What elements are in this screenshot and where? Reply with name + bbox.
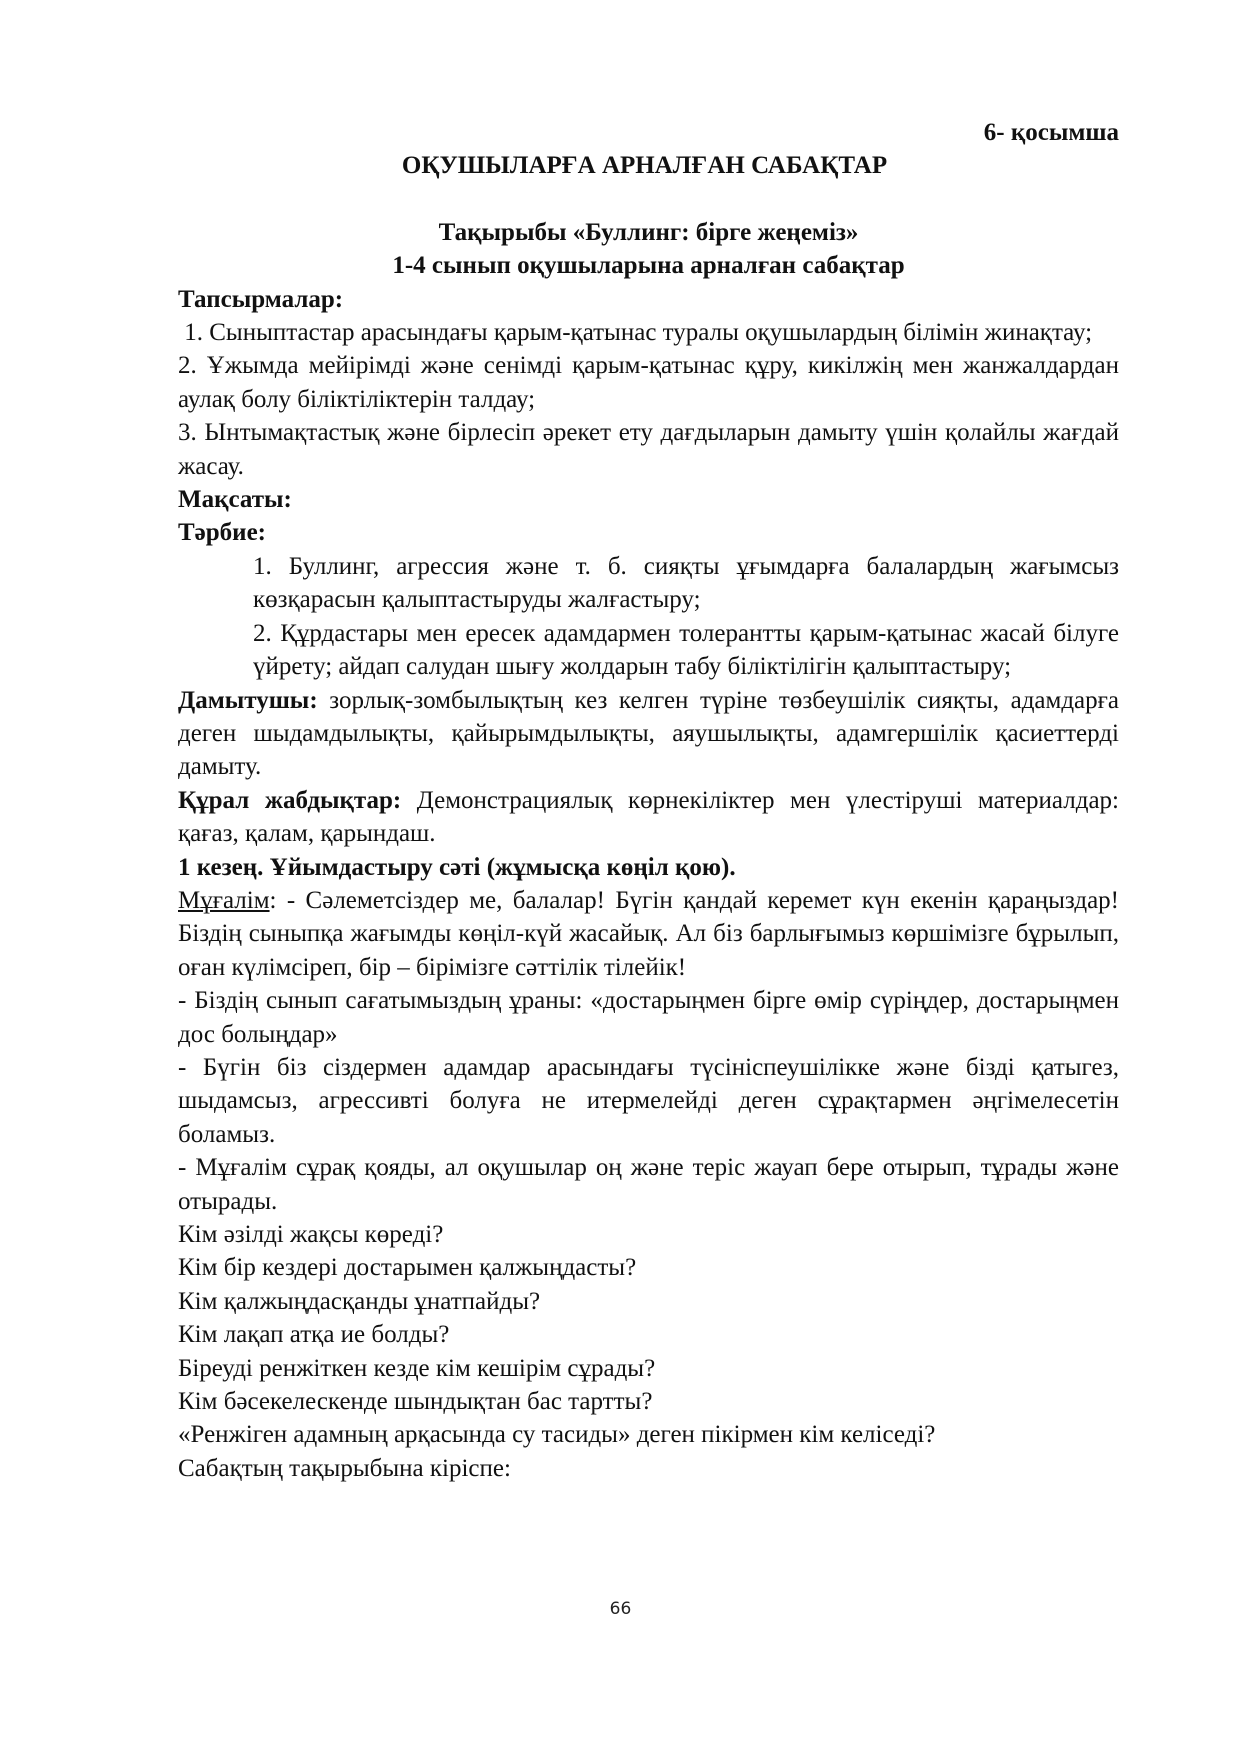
question-2: Кім бір кездері достарымен қалжыңдасты? — [178, 1254, 637, 1282]
question-1: Кім әзілді жақсы көреді? — [178, 1221, 444, 1248]
tasks-heading: Тапсырмалар: — [178, 285, 344, 313]
goals-heading: Мақсаты: — [178, 486, 292, 514]
question-3: Кім қалжыңдасқанды ұнатпайды? — [178, 1287, 541, 1315]
question-4: Кім лақап атқа ие болды? — [178, 1321, 450, 1349]
upbringing-list — [178, 550, 1119, 684]
task-item-1: 1. Сыныптастар арасындағы қарым-қатынас туралы оқушылардың білімін жинақтау; — [178, 319, 1093, 347]
grade-line: 1-4 сынып оқушыларына арналған сабақтар — [392, 252, 905, 280]
developing-paragraph — [178, 684, 1119, 784]
question-7: «Ренжіген адамның арқасында су тасиды» деген пікірмен кім келіседі? — [178, 1421, 936, 1449]
activity-paragraph: - Мұғалім сұрақ қояды, ал оқушылар оң және теріс жауап бере отырып, тұрады және отырады. — [178, 1154, 1119, 1215]
upbringing-item-2: 2. Құрдастары мен ересек адамдармен толерантты қарым-қатынас жасай білуге үйрету; айдап салудан шығу жолдарын табу біліктілігін қалыптастыру; — [253, 619, 1119, 681]
main-title: ОҚУШЫЛАРҒА АРНАЛҒАН САБАҚТАР — [401, 152, 888, 180]
upbringing-heading: Тәрбие: — [178, 519, 267, 547]
teacher-paragraph — [178, 884, 1119, 984]
developing-label: Дамытушы: — [178, 686, 318, 714]
discussion-paragraph: - Бүгін біз сіздермен адамдар арасындағы түсініспеушілікке және бізді қатыгез, шыдамсыз, агрессивті болуға не итермелейді деген сұрақтармен әңгімелесетін боламыз. — [178, 1053, 1119, 1148]
teacher-label: Мұғалім — [178, 886, 270, 914]
developing-text: зорлық-зомбылықтың кез келген түріне төзбеушілік сияқты, адамдарға деген шыдамдылықты, қайырымдылықты, аяушылықты, адамгершілік қасиеттерді дамыту. — [178, 686, 1119, 781]
equipment-label: Құрал жабдықтар: — [178, 786, 402, 814]
motto-paragraph: - Біздің сынып сағатымыздың ұраны: «достарыңмен бірге өмір сүріңдер, достарыңмен дос болыңдар» — [178, 987, 1119, 1048]
upbringing-item-1: 1. Буллинг, агрессия және т. б. сияқты ұғымдарға балалардың жағымсыз көзқарасын қалыптастыруды жалғастыру; — [253, 552, 1119, 614]
task-item-2: 2. Ұжымда мейірімді және сенімді қарым-қатынас құру, кикілжің мен жанжалдардан аулақ болу біліктіліктерін талдау; — [178, 352, 1119, 413]
task-item-3: 3. Ынтымақтастық және бірлесіп әрекет ету дағдыларын дамыту үшін қолайлы жағдай жасау. — [178, 419, 1119, 480]
lesson-intro-line: Сабақтың тақырыбына кіріспе: — [178, 1454, 511, 1482]
question-6: Кім бәсекелескенде шындықтан бас тартты? — [178, 1388, 653, 1416]
topic-line: Тақырыбы «Буллинг: бірге жеңеміз» — [438, 218, 859, 246]
equipment-paragraph — [178, 784, 1119, 851]
equipment-text: Демонстрациялық көрнекіліктер мен үлестіруші материалдар: қағаз, қалам, қарындаш. — [178, 786, 1119, 848]
annex-label: 6- қосымша — [983, 119, 1119, 146]
page-number: 66 — [609, 1599, 632, 1619]
question-5: Біреуді ренжіткен кезде кім кешірім сұрады? — [178, 1354, 656, 1382]
blank-line — [178, 183, 1119, 216]
stage-heading: 1 кезең. Ұйымдастыру сәті (жұмысқа көңіл қою). — [178, 853, 736, 881]
teacher-text: : - Сәлеметсіздер ме, балалар! Бүгін қандай керемет күн екенін қараңыздар! Біздің сыныпқа жағымды көңіл-күй жасайық. Ал біз барлығымыз көршімізге бұрылып, оған күлімсіреп, бір – бірімізге сәттілік тілейік! — [178, 886, 1119, 981]
